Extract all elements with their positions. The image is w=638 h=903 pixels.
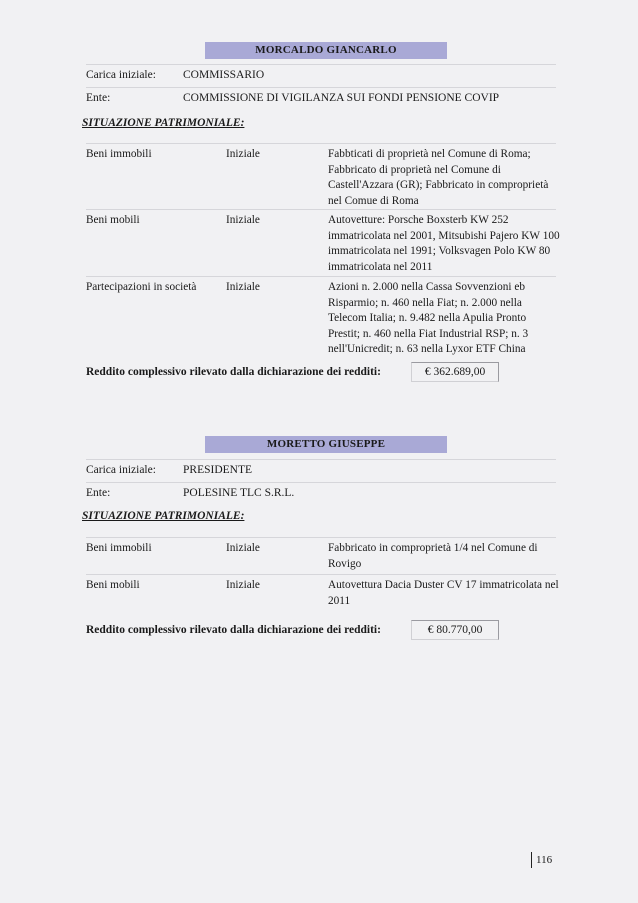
ente-value: POLESINE TLC S.R.L. [183,487,295,499]
section-title: SITUAZIONE PATRIMONIALE: [82,510,245,522]
carica-row [86,64,556,85]
asset-period: Iniziale [226,579,260,591]
carica-label: Carica iniziale: [86,464,156,476]
asset-row [86,276,556,355]
asset-description: Autovettura Dacia Duster CV 17 immatricolata nel 2011 [328,579,559,607]
asset-description: Azioni n. 2.000 nella Cassa Sovvenzioni eb Risparmio; n. 460 nella Fiat; n. 2.000 nella Telecom Italia; n. 9.482 nella Apulia Pronto Prestit; n. 460 nella Fiat Industrial RSP; n. 3 nell'Unicredit; n. 63 nella Lyxor ETF China [328,281,529,355]
reddito-amount: € 362.689,00 [411,362,499,382]
carica-label: Carica iniziale: [86,69,156,81]
asset-period: Iniziale [226,148,260,160]
reddito-label: Reddito complessivo rilevato dalla dichiarazione dei redditi: [86,624,381,636]
asset-row [86,574,559,612]
asset-description: Autovetture: Porsche Boxsterb KW 252 immatricolata nel 2001, Mitsubishi Pajero KW 100 immatricolata nel 1991; Volksvagen Polo KW 80 immatricolata nel 2011 [328,214,560,273]
asset-row [86,209,560,273]
asset-description: Fabbricato in comproprietà 1/4 nel Comune di Rovigo [328,542,538,570]
ente-row [86,482,556,503]
page-number: 116 [531,852,552,868]
person-name-header: MORETTO GIUSEPPE [205,436,447,453]
reddito-label: Reddito complessivo rilevato dalla dichiarazione dei redditi: [86,366,381,378]
asset-category: Beni mobili [86,214,140,226]
asset-row [86,537,556,574]
section-title: SITUAZIONE PATRIMONIALE: [82,117,245,129]
ente-row [86,87,556,108]
person-name-header: MORCALDO GIANCARLO [205,42,447,59]
asset-category: Beni immobili [86,148,152,160]
asset-period: Iniziale [226,214,260,226]
asset-row [86,143,556,207]
asset-category: Partecipazioni in società [86,281,197,293]
asset-period: Iniziale [226,281,260,293]
asset-period: Iniziale [226,542,260,554]
carica-value: COMMISSARIO [183,69,265,81]
carica-value: PRESIDENTE [183,464,252,476]
ente-value: COMMISSIONE DI VIGILANZA SUI FONDI PENSIONE COVIP [183,92,500,104]
asset-category: Beni immobili [86,542,152,554]
ente-label: Ente: [86,487,111,499]
asset-category: Beni mobili [86,579,140,591]
carica-row [86,459,556,480]
asset-description: Fabbticati di proprietà nel Comune di Roma; Fabbricato di proprietà nel Comune di Castell'Azzara (GR); Fabbricato in comproprietà nel Comue di Roma [328,148,549,207]
ente-label: Ente: [86,92,111,104]
reddito-amount: € 80.770,00 [411,620,499,640]
